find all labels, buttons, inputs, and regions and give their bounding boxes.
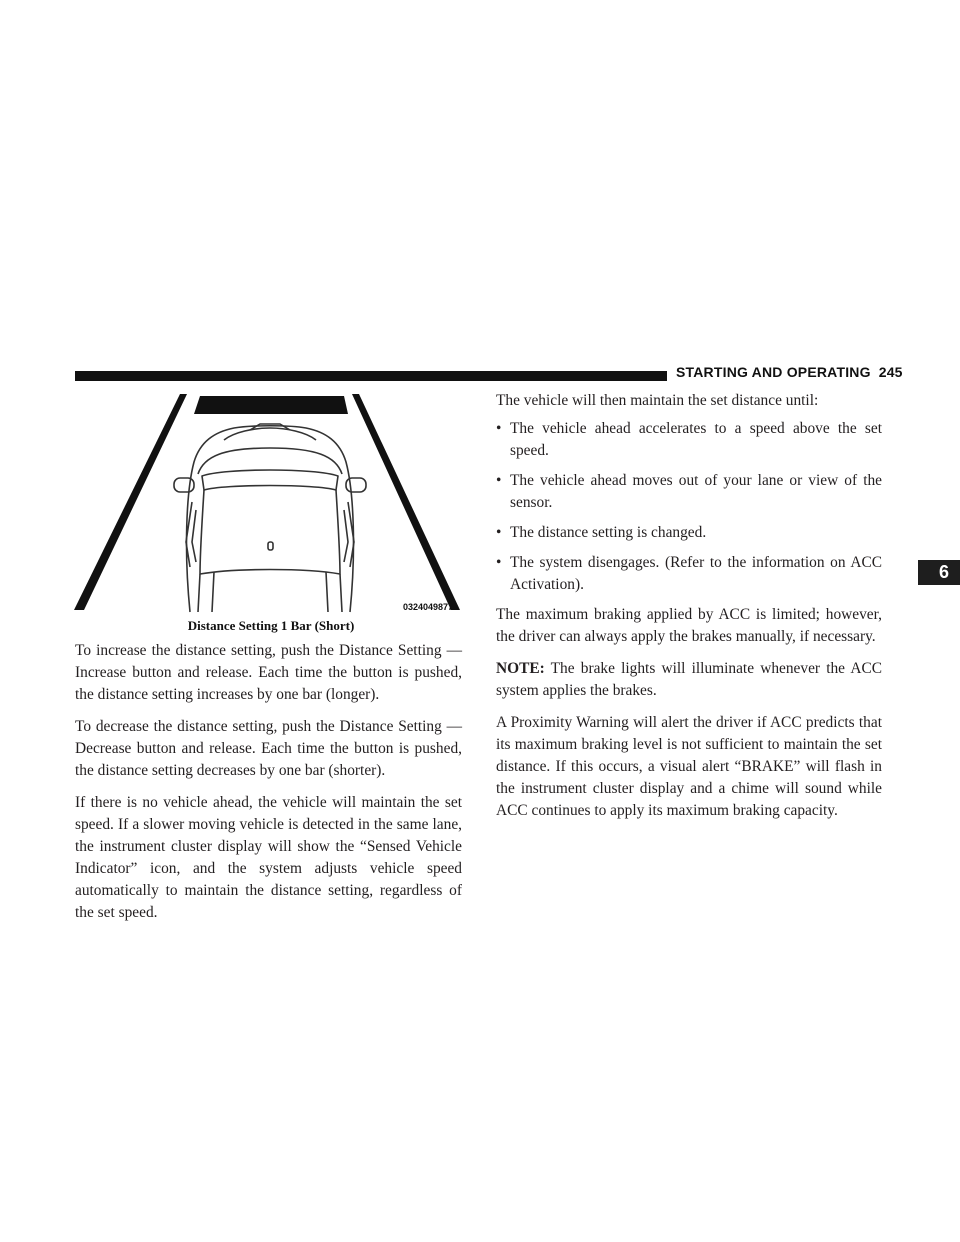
list-item-text: The distance setting is changed. <box>510 524 707 541</box>
paragraph-proximity-warning: A Proximity Warning will alert the driver if ACC predicts that its maximum braking level is not sufficient to maintain the set distance. If this occurs, a visual alert “BRAKE” will flash in the instrument cluster display and a chime will sound while ACC continues to apply its maximum braking capacity. <box>496 714 882 819</box>
paragraph-no-vehicle: If there is no vehicle ahead, the vehicle will maintain the set speed. If a slower moving vehicle is detected in the same lane, the instrument cluster display will show the “Sensed Vehicle Indicator” icon, and the system adjusts vehicle speed automatically to maintain the distance setting, regardless of the set speed. <box>75 794 462 921</box>
list-item-text: The vehicle ahead accelerates to a speed above the set speed. <box>510 420 882 459</box>
running-header <box>676 364 903 380</box>
list-item <box>496 522 882 544</box>
bullet-icon: • <box>496 420 502 437</box>
paragraph-decrease: To decrease the distance setting, push the Distance Setting — Decrease button and release. Each time the button is pushed, the distance setting decreases by one bar (shorter). <box>75 718 462 779</box>
list-item <box>496 552 882 596</box>
left-lane-line <box>74 394 187 610</box>
bullet-icon: • <box>496 472 502 489</box>
bullet-icon: • <box>496 554 502 571</box>
list-item-text: The system disengages. (Refer to the information on ACC Activation). <box>510 554 882 593</box>
list-item <box>496 418 882 462</box>
right-lane-line <box>352 394 460 610</box>
note-paragraph <box>496 658 882 702</box>
page-number: 245 <box>878 364 903 380</box>
figure-id: 0324049877 <box>403 602 454 612</box>
list-item-text: The vehicle ahead moves out of your lane or view of the sensor. <box>510 472 882 511</box>
section-title: STARTING AND OPERATING <box>676 364 871 380</box>
paragraph-intro: The vehicle will then maintain the set distance until: <box>496 392 819 409</box>
vehicle-icon <box>174 424 366 612</box>
chapter-tab: 6 <box>918 560 960 585</box>
distance-setting-illustration <box>74 392 466 614</box>
note-label: NOTE: <box>496 660 545 677</box>
left-column <box>75 640 462 934</box>
paragraph-braking: The maximum braking applied by ACC is limited; however, the driver can always apply the brakes manually, if necessary. <box>496 606 882 645</box>
condition-list <box>496 418 882 596</box>
header-rule <box>75 371 667 381</box>
figure-caption: Distance Setting 1 Bar (Short) <box>187 618 355 633</box>
paragraph-increase: To increase the distance setting, push the Distance Setting — Increase button and release. Each time the button is pushed, the distance setting increases by one bar (longer). <box>75 642 462 703</box>
note-text: The brake lights will illuminate whenever the ACC system applies the brakes. <box>496 660 882 699</box>
distance-bar <box>194 396 348 414</box>
bullet-icon: • <box>496 524 502 541</box>
list-item <box>496 470 882 514</box>
right-column <box>496 390 882 832</box>
